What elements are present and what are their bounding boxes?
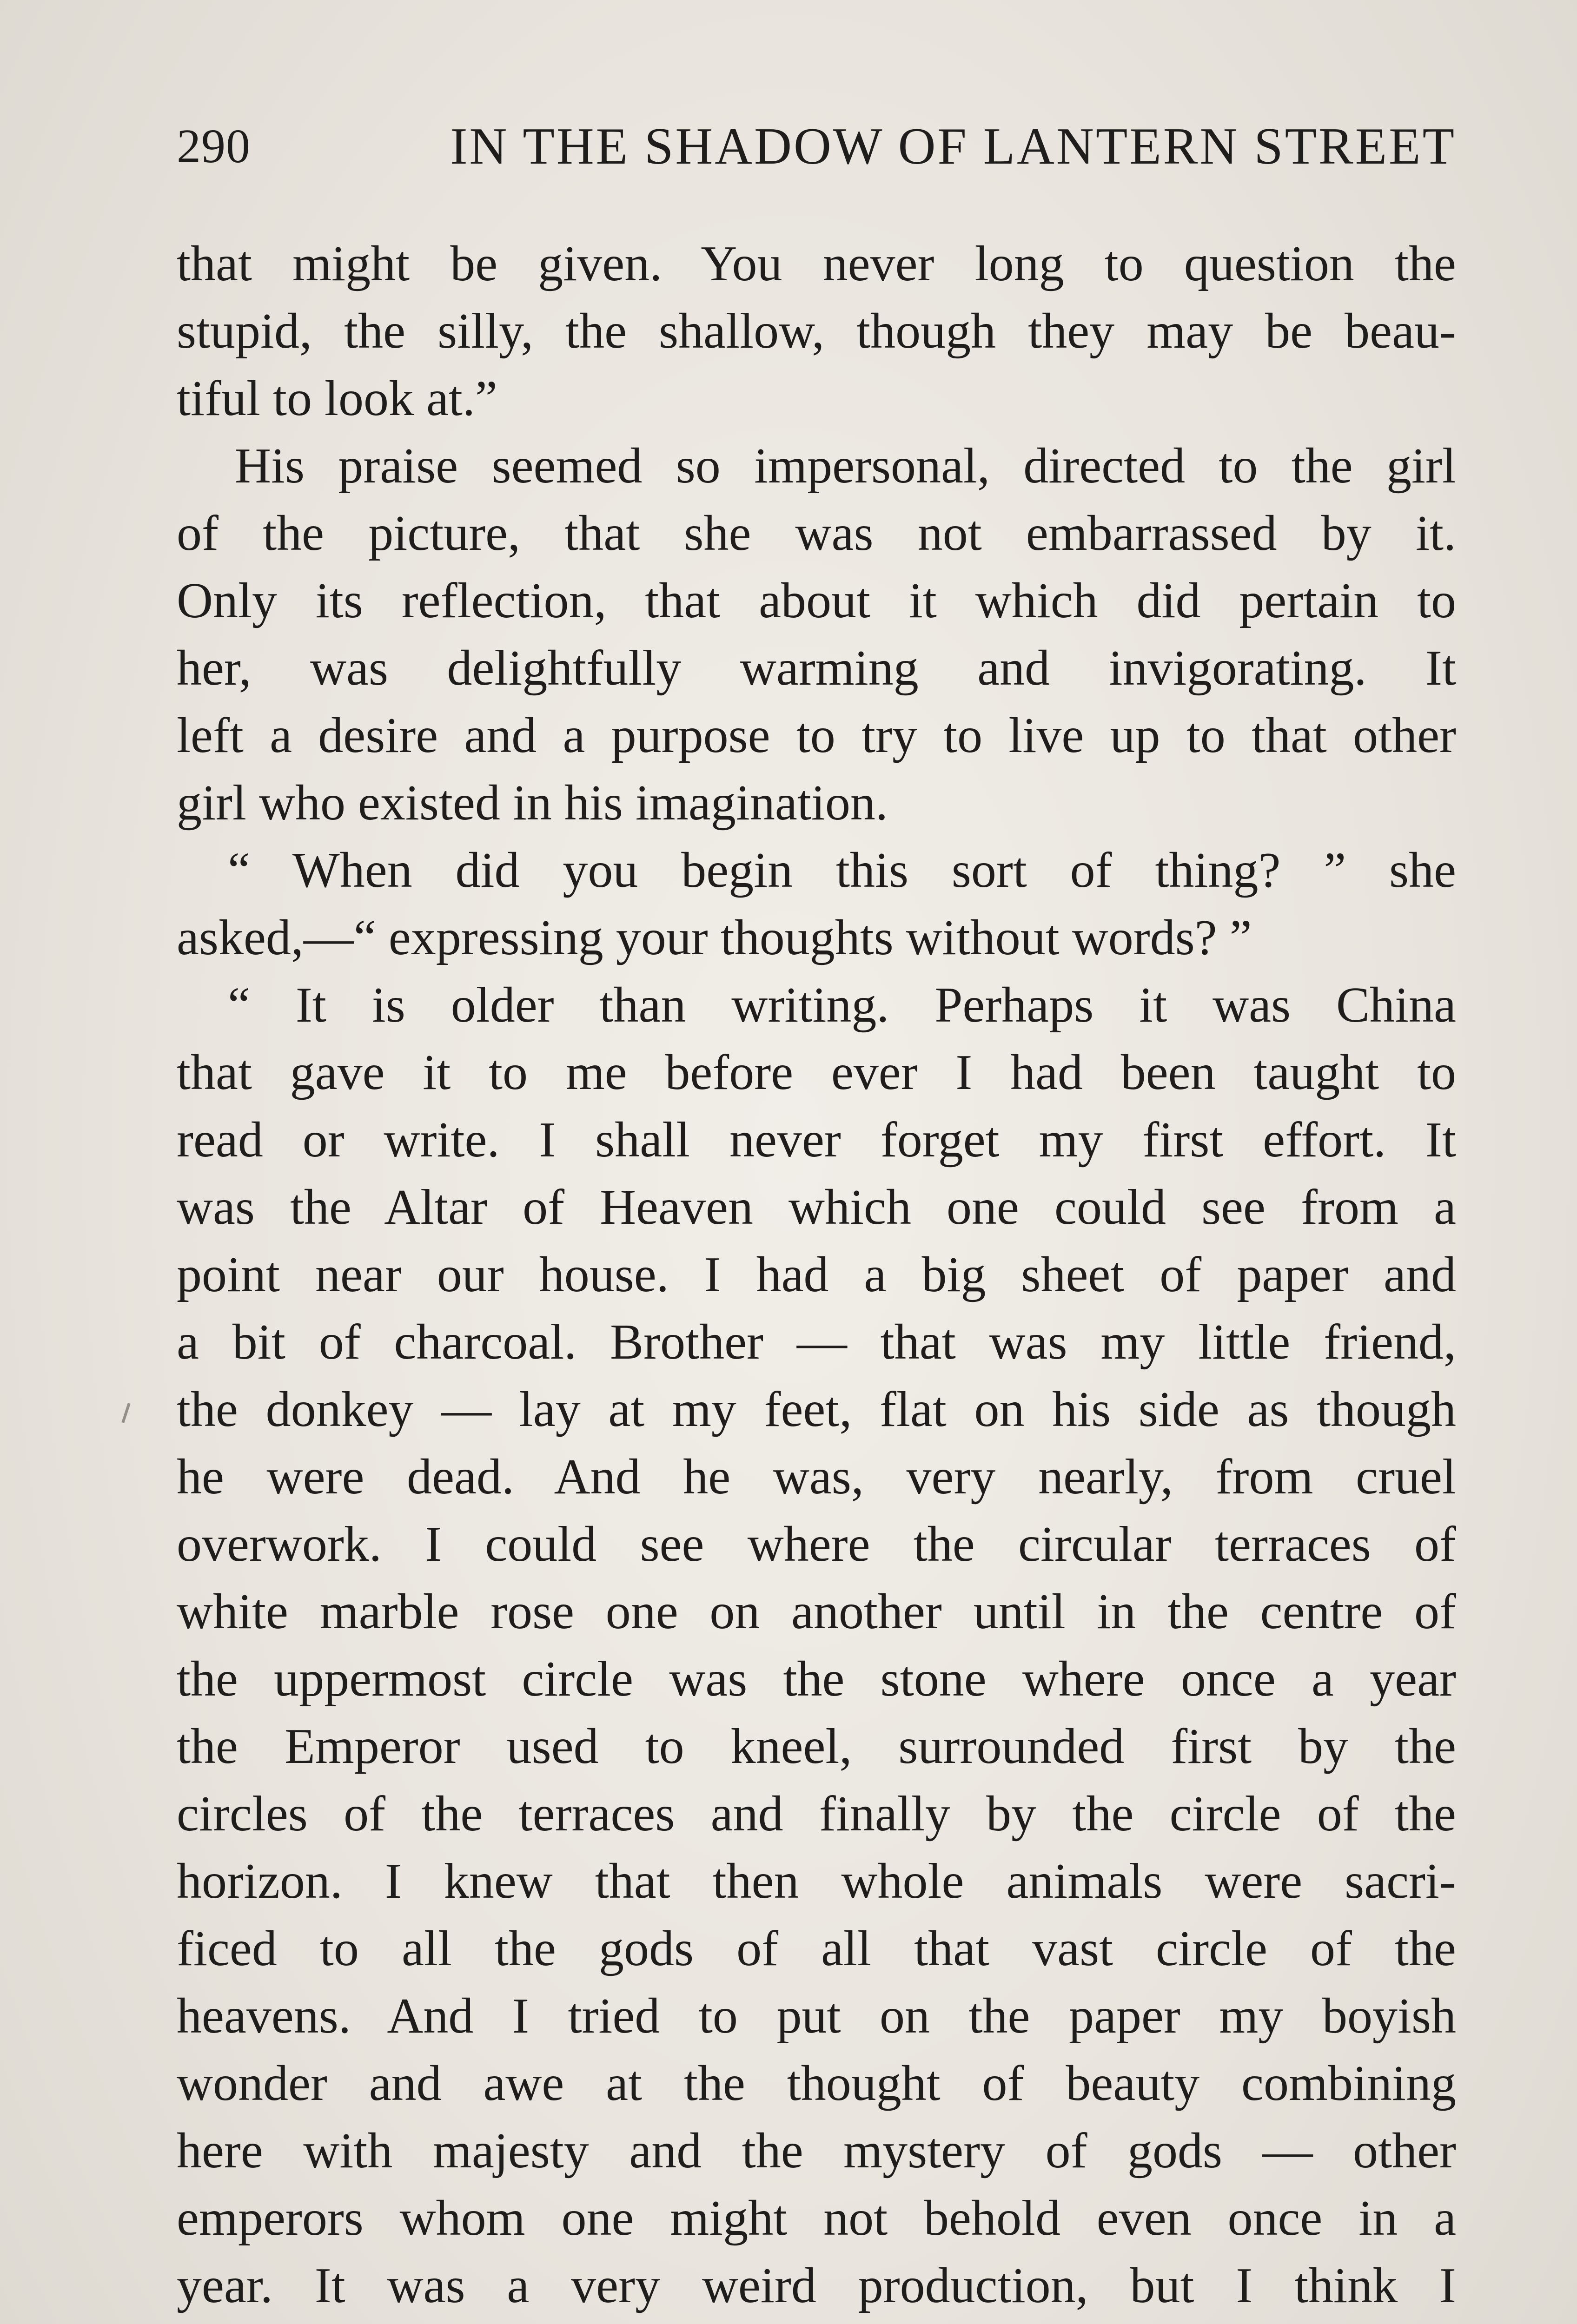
text-line: emperors whom one might not behold even once in a — [177, 2191, 1456, 2246]
text-line: heavens. And I tried to put on the paper my boyish — [177, 1988, 1456, 2044]
text-line: that gave it to me before ever I had been taught to — [177, 1045, 1456, 1100]
text-line: a bit of charcoal. Brother — that was my little friend, — [177, 1314, 1456, 1370]
text-line: the donkey — lay at my feet, flat on his side as though — [177, 1382, 1456, 1437]
text-line: was the Altar of Heaven which one could see from a — [177, 1180, 1456, 1235]
paper-mark — [121, 1403, 130, 1423]
text-line: point near our house. I had a big sheet of paper and — [177, 1247, 1456, 1302]
text-line: “ It is older than writing. Perhaps it was China — [228, 977, 1456, 1033]
page-number: 290 — [177, 119, 251, 173]
page-header — [177, 112, 1456, 181]
text-line: ficed to all the gods of all that vast circle of the — [177, 1921, 1456, 1976]
text-line: “ When did you begin this sort of thing? ” she — [228, 843, 1456, 898]
text-line: His praise seemed so impersonal, directed to the girl — [235, 438, 1456, 494]
text-line: overwork. I could see where the circular terraces of — [177, 1517, 1456, 1572]
text-line: asked,—“ expressing your thoughts without words? ” — [177, 910, 1252, 965]
text-line: girl who existed in his imagination. — [177, 775, 888, 831]
text-line: Only its reflection, that about it which did pertain to — [177, 573, 1456, 628]
text-line: of the picture, that she was not embarrassed by it. — [177, 506, 1456, 561]
text-line: her, was delightfully warming and invigorating. It — [177, 640, 1456, 696]
text-line: read or write. I shall never forget my first effort. It — [177, 1112, 1456, 1168]
text-line: he were dead. And he was, very nearly, from cruel — [177, 1449, 1456, 1505]
text-line: wonder and awe at the thought of beauty combining — [177, 2056, 1456, 2111]
text-line: the uppermost circle was the stone where once a year — [177, 1651, 1456, 1707]
text-line: circles of the terraces and finally by the circle of the — [177, 1786, 1456, 1842]
body-text — [177, 230, 1456, 2319]
text-line: year. It was a very weird production, but I think I — [177, 2258, 1456, 2313]
text-line: tiful to look at.” — [177, 371, 497, 426]
text-line: that might be given. You never long to question the — [177, 236, 1456, 291]
text-line: left a desire and a purpose to try to live up to that other — [177, 708, 1456, 763]
text-line: stupid, the silly, the shallow, though they may be beau- — [177, 304, 1456, 359]
running-title: IN THE SHADOW OF LANTERN STREET — [450, 118, 1456, 175]
text-line: horizon. I knew that then whole animals were sacri- — [177, 1854, 1456, 1909]
text-line: white marble rose one on another until in the centre of — [177, 1584, 1456, 1639]
text-line: here with majesty and the mystery of gods — other — [177, 2123, 1456, 2179]
text-line: the Emperor used to kneel, surrounded first by the — [177, 1719, 1456, 1774]
